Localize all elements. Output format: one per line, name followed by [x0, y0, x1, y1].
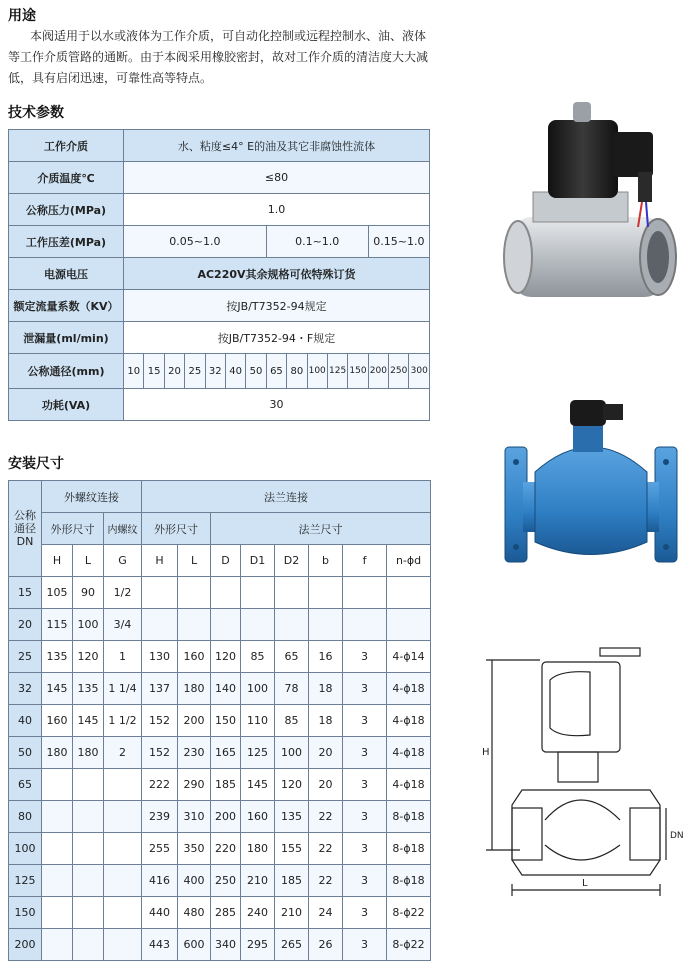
dims-heading: 安装尺寸 [8, 456, 64, 472]
dim-cell: 22 [309, 833, 343, 865]
dim-cell: 90 [73, 577, 104, 609]
flange-header: 法兰连接 [142, 481, 431, 513]
dn-value: 10 [124, 354, 144, 389]
dim-cell: 18 [309, 673, 343, 705]
dim-cell: 240 [241, 897, 275, 929]
dim-cell: 222 [142, 769, 178, 801]
dim-cell: 16 [309, 641, 343, 673]
dim-cell: 145 [73, 705, 104, 737]
dim-cell: 1 1/4 [104, 673, 142, 705]
dim-cell [104, 769, 142, 801]
dim-cell: 340 [211, 929, 241, 961]
dim-cell: 20 [309, 769, 343, 801]
dim-cell: 3 [343, 929, 387, 961]
dim-cell [309, 609, 343, 641]
dim-cell: 160 [178, 641, 211, 673]
usage-line: 等工作介质管路的通断。由于本阀采用橡胶密封，故对工作介质的清洁度大大减 [8, 50, 429, 64]
dim-cell: 4-ϕ18 [387, 737, 431, 769]
dim-cell [42, 801, 73, 833]
spec-heading: 技术参数 [8, 105, 64, 121]
dim-cell: 105 [42, 577, 73, 609]
dim-cell: 120 [275, 769, 309, 801]
l-label: L [582, 878, 588, 889]
dim-cell: 416 [142, 865, 178, 897]
dim-cell: 115 [42, 609, 73, 641]
dim-cell: 135 [275, 801, 309, 833]
stainless-valve-photo [478, 92, 688, 307]
dim-cell: 180 [42, 737, 73, 769]
dim-cell: 26 [309, 929, 343, 961]
voltage-label: 电源电压 [9, 258, 124, 290]
dim-cell [178, 577, 211, 609]
dim-cell: 160 [241, 801, 275, 833]
column-header: f [343, 545, 387, 577]
dim-cell: 480 [178, 897, 211, 929]
dim-cell: 200 [178, 705, 211, 737]
row-dn: 40 [9, 705, 42, 737]
dim-cell: 230 [178, 737, 211, 769]
dim-cell: 22 [309, 865, 343, 897]
dn-value: 300 [409, 354, 430, 389]
dim-cell: 152 [142, 705, 178, 737]
table-row [9, 673, 431, 705]
dim-cell: 130 [142, 641, 178, 673]
dim-cell: 185 [275, 865, 309, 897]
dim-cell [275, 609, 309, 641]
row-dn: 150 [9, 897, 42, 929]
dim-cell: 3 [343, 769, 387, 801]
dim-cell: 85 [241, 641, 275, 673]
table-row [9, 737, 431, 769]
row-dn: 25 [9, 641, 42, 673]
dim-cell: 135 [73, 673, 104, 705]
dim-cell [309, 577, 343, 609]
dim-cell: 24 [309, 897, 343, 929]
dim-cell: 180 [73, 737, 104, 769]
inner-thread-header: 内螺纹 [104, 513, 142, 545]
dn-value: 15 [144, 354, 164, 389]
dim-cell [211, 577, 241, 609]
voltage-value: AC220V其余规格可依特殊订货 [124, 258, 430, 290]
dn-value: 32 [205, 354, 225, 389]
dim-cell: 443 [142, 929, 178, 961]
dn-header-line: DN [16, 535, 34, 548]
dim-cell: 165 [211, 737, 241, 769]
dim-cell: 20 [309, 737, 343, 769]
table-row [9, 609, 431, 641]
dims-table [8, 480, 431, 961]
medium-value: 水、粘度≤4° E的油及其它非腐蚀性流体 [124, 130, 430, 162]
dim-cell [211, 609, 241, 641]
column-header: H [142, 545, 178, 577]
dim-cell: 185 [211, 769, 241, 801]
dn-value: 50 [246, 354, 266, 389]
dn-value: 125 [327, 354, 347, 389]
flow-label: 额定流量系数（KV） [9, 290, 124, 322]
outer-size-header: 外形尺寸 [42, 513, 104, 545]
dim-cell: 310 [178, 801, 211, 833]
dim-cell [387, 577, 431, 609]
dim-cell [73, 769, 104, 801]
table-row [9, 801, 431, 833]
diff-value: 0.1~1.0 [266, 226, 368, 258]
dim-cell [343, 577, 387, 609]
table-row [9, 769, 431, 801]
dim-cell: 120 [211, 641, 241, 673]
dim-cell [104, 833, 142, 865]
dn-value: 100 [307, 354, 327, 389]
dim-cell: 4-ϕ18 [387, 769, 431, 801]
dim-cell: 3 [343, 641, 387, 673]
dim-cell [104, 929, 142, 961]
dim-cell: 3 [343, 897, 387, 929]
column-header: G [104, 545, 142, 577]
outer-size-header: 外形尺寸 [142, 513, 211, 545]
dim-cell [73, 833, 104, 865]
leak-label: 泄漏量(ml/min) [9, 322, 124, 354]
column-header: b [309, 545, 343, 577]
dn-header-line: 公称 [14, 509, 36, 522]
row-dn: 32 [9, 673, 42, 705]
dim-cell: 3/4 [104, 609, 142, 641]
dim-cell: 440 [142, 897, 178, 929]
dn-value: 150 [348, 354, 368, 389]
column-header: L [178, 545, 211, 577]
dn-value: 20 [164, 354, 184, 389]
dim-cell: 100 [73, 609, 104, 641]
flange-size-header: 法兰尺寸 [211, 513, 431, 545]
dim-cell: 8-ϕ18 [387, 865, 431, 897]
valve-drawing [480, 640, 688, 925]
column-header: D1 [241, 545, 275, 577]
dim-cell [104, 865, 142, 897]
dim-cell: 220 [211, 833, 241, 865]
dim-cell: 1/2 [104, 577, 142, 609]
dim-cell: 200 [211, 801, 241, 833]
table-row [9, 897, 431, 929]
dim-cell: 1 1/2 [104, 705, 142, 737]
row-dn: 50 [9, 737, 42, 769]
dn-label: 公称通径(mm) [9, 354, 124, 389]
dim-cell: 110 [241, 705, 275, 737]
dim-cell [42, 929, 73, 961]
spec-table [8, 129, 430, 421]
diff-label: 工作压差(MPa) [9, 226, 124, 258]
dim-cell: 265 [275, 929, 309, 961]
usage-line: 本阀适用于以水或液体为工作介质，可自动化控制或远程控制水、油、液体 [30, 29, 427, 43]
table-row [9, 705, 431, 737]
dim-cell: 210 [241, 865, 275, 897]
dim-cell [275, 577, 309, 609]
dim-cell: 8-ϕ22 [387, 897, 431, 929]
dim-cell: 2 [104, 737, 142, 769]
dim-cell: 125 [241, 737, 275, 769]
dim-cell: 65 [275, 641, 309, 673]
dim-cell [42, 833, 73, 865]
power-value: 30 [124, 389, 430, 421]
dim-cell [73, 929, 104, 961]
dim-cell: 18 [309, 705, 343, 737]
row-dn: 100 [9, 833, 42, 865]
dn-header [9, 481, 42, 577]
dim-cell [42, 769, 73, 801]
dim-cell: 285 [211, 897, 241, 929]
dn-value: 25 [185, 354, 205, 389]
thread-header: 外螺纹连接 [42, 481, 142, 513]
dim-cell: 3 [343, 705, 387, 737]
dim-cell: 3 [343, 833, 387, 865]
dim-cell: 210 [275, 897, 309, 929]
table-row [9, 577, 431, 609]
dim-cell [241, 609, 275, 641]
dim-cell: 145 [241, 769, 275, 801]
diff-value: 0.05~1.0 [124, 226, 267, 258]
column-header: D2 [275, 545, 309, 577]
flange-valve-photo [495, 392, 687, 572]
table-row [9, 641, 431, 673]
dim-cell: 8-ϕ18 [387, 833, 431, 865]
flow-value: 按JB/T7352-94规定 [124, 290, 430, 322]
dn-header-line: 通径 [14, 522, 36, 535]
temp-value: ≤80 [124, 162, 430, 194]
column-header: n-ϕd [387, 545, 431, 577]
dim-cell: 155 [275, 833, 309, 865]
dim-cell: 100 [241, 673, 275, 705]
dim-cell [73, 865, 104, 897]
dim-cell [142, 577, 178, 609]
diff-value: 0.15~1.0 [368, 226, 429, 258]
dim-cell: 239 [142, 801, 178, 833]
dim-cell: 145 [42, 673, 73, 705]
row-dn: 200 [9, 929, 42, 961]
dim-cell: 4-ϕ18 [387, 705, 431, 737]
dim-cell: 290 [178, 769, 211, 801]
dim-cell: 295 [241, 929, 275, 961]
column-header: H [42, 545, 73, 577]
usage-heading: 用途 [8, 8, 36, 24]
dim-cell: 78 [275, 673, 309, 705]
temp-label: 介质温度℃ [9, 162, 124, 194]
dim-cell: 180 [178, 673, 211, 705]
dim-cell: 85 [275, 705, 309, 737]
usage-paragraph [8, 26, 468, 89]
dim-cell: 8-ϕ18 [387, 801, 431, 833]
table-row [9, 865, 431, 897]
dn-value: 200 [368, 354, 388, 389]
dim-cell [178, 609, 211, 641]
power-label: 功耗(VA) [9, 389, 124, 421]
dim-cell: 3 [343, 801, 387, 833]
leak-value: 按JB/T7352-94・F规定 [124, 322, 430, 354]
dim-cell: 140 [211, 673, 241, 705]
dim-cell: 3 [343, 737, 387, 769]
medium-label: 工作介质 [9, 130, 124, 162]
dim-cell: 3 [343, 865, 387, 897]
dim-cell [73, 897, 104, 929]
dn-value: 80 [287, 354, 307, 389]
dim-cell: 600 [178, 929, 211, 961]
column-header: D [211, 545, 241, 577]
pressure-label: 公称压力(MPa) [9, 194, 124, 226]
dim-cell [104, 801, 142, 833]
row-dn: 20 [9, 609, 42, 641]
dn-drawing-label: DN [670, 831, 684, 841]
dim-cell: 22 [309, 801, 343, 833]
dim-cell: 8-ϕ22 [387, 929, 431, 961]
dim-cell [387, 609, 431, 641]
dim-cell: 137 [142, 673, 178, 705]
dim-cell: 400 [178, 865, 211, 897]
row-dn: 65 [9, 769, 42, 801]
dn-value: 250 [389, 354, 409, 389]
dn-value: 40 [225, 354, 245, 389]
table-row [9, 929, 431, 961]
dim-cell [104, 897, 142, 929]
dim-cell [343, 609, 387, 641]
dn-value: 65 [266, 354, 286, 389]
row-dn: 125 [9, 865, 42, 897]
dim-cell: 250 [211, 865, 241, 897]
pressure-value: 1.0 [124, 194, 430, 226]
dim-cell: 150 [211, 705, 241, 737]
dim-cell: 1 [104, 641, 142, 673]
dim-cell [241, 577, 275, 609]
dim-cell: 255 [142, 833, 178, 865]
dim-cell: 120 [73, 641, 104, 673]
dim-cell: 100 [275, 737, 309, 769]
h-label: H [482, 747, 490, 758]
usage-line: 低，具有启闭迅速，可靠性高等特点。 [8, 71, 213, 85]
dim-cell [73, 801, 104, 833]
dim-cell: 180 [241, 833, 275, 865]
column-header: L [73, 545, 104, 577]
dim-cell: 4-ϕ14 [387, 641, 431, 673]
dim-cell: 4-ϕ18 [387, 673, 431, 705]
dim-cell [142, 609, 178, 641]
dim-cell: 350 [178, 833, 211, 865]
dim-cell: 135 [42, 641, 73, 673]
dim-cell: 152 [142, 737, 178, 769]
dim-cell: 3 [343, 673, 387, 705]
dim-cell: 160 [42, 705, 73, 737]
table-row [9, 833, 431, 865]
dim-cell [42, 897, 73, 929]
row-dn: 15 [9, 577, 42, 609]
row-dn: 80 [9, 801, 42, 833]
dim-cell [42, 865, 73, 897]
